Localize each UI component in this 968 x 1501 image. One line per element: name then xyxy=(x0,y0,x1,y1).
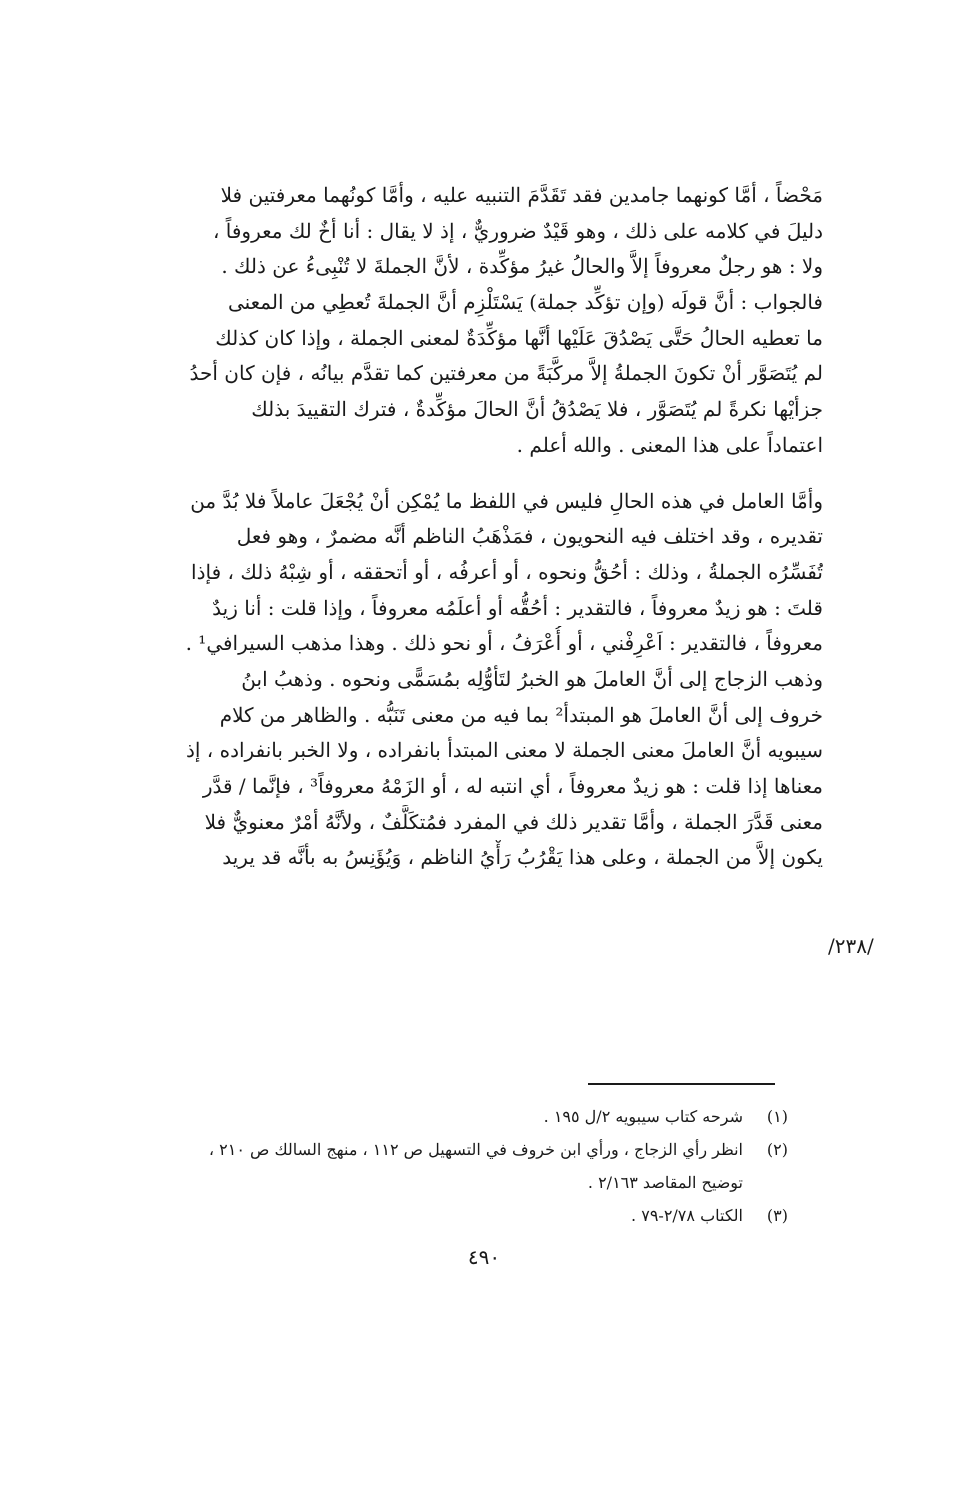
paragraph-3 xyxy=(118,484,823,877)
text-line: معنى قَدَّرَ الجملة ، وأمَّا تقدير ذلك في المفرد فمُتكَلَّفٌ ، ولأنَّهُ أمْرٌ معنويٌّ فلا xyxy=(204,809,823,834)
footnote-line: شرحه كتاب سيبويه ٢/ل ١٩٥ . xyxy=(543,1107,743,1126)
footnote-number: (٢) xyxy=(766,1140,788,1159)
text-line: لم يُتَصَوَّر أنْ تكونَ الجملةُ إلاَّ مركَّبَةً من معرفتين كما تقدَّم بيانُه ، فإن كان أحدُ xyxy=(189,361,823,386)
text-line: تُفَسِّرُه الجملةُ ، وذلك : أحُقُّ ونحوه ، أو أعرفُه ، أو أتحققه ، أو شِبْهُ ذلك ، فإذا xyxy=(191,559,823,584)
paragraph-gap xyxy=(118,464,823,484)
footnote-item xyxy=(150,1100,788,1133)
text-line: سيبويه أنَّ العاملَ معنى الجملة لا معنى المبتدأ بانفراده ، ولا الخبر بانفراده ، إذ xyxy=(185,738,823,763)
text-line: ولا : هو رجلٌ معروفاً إلاَّ والحالُ غيرُ مؤكِّدة ، لأنَّ الجملةَ لا تُنْبِىءُ عن ذلك . xyxy=(221,254,823,279)
footnote-number: (٣) xyxy=(766,1206,788,1225)
footnote-text xyxy=(150,1100,743,1133)
text-line: وأمَّا العامل في هذه الحالِ فليس في اللفظ ما يُمْكِن أنْ يُجْعَلَ عاملاً فلا بُدَّ من xyxy=(190,488,823,513)
footnotes xyxy=(150,1100,788,1232)
footnote-item xyxy=(150,1133,788,1199)
text-line: وذهب الزجاج إلى أنَّ العاملَ هو الخبرُ لتَأوُّلِه بمُسَمًّى ونحوه . وذهبُ ابنُ xyxy=(241,666,823,691)
text-line: جزأيْها نكرةً لم يُتَصَوَّر ، فلا يَصْدُقُ أنَّ الحالَ مؤكِّدةٌ ، فترك التقييدَ بذلك xyxy=(251,397,823,422)
main-text xyxy=(118,178,823,876)
footnote-separator xyxy=(588,1083,775,1085)
text-line: مَحْضاً ، أمَّا كونهما جامدين فقد تَقَدَّمَ التنبيه عليه ، وأمَّا كونُهما معرفتين فلا xyxy=(220,183,823,207)
footnote-line: الكتاب ٢/٧٨-٧٩ . xyxy=(631,1206,743,1225)
text-line: قلتَ : هو زيدٌ معروفاً ، فالتقدير : أحُقُّه أو أعلَمُه معروفاً ، وإذا قلت : أنا زيدٌ xyxy=(212,595,823,620)
footnote-text xyxy=(150,1133,743,1199)
footnote-line: توضيح المقاصد ٢/١٦٣ . xyxy=(587,1173,743,1192)
page-number: ٤٩٠ xyxy=(467,1245,501,1269)
text-line: ما تعطيه الحالُ حَتَّى يَصْدُقَ عَلَيْها أنَّها مؤكِّدَةٌ لمعنى الجملة ، وإذا كان كذلك xyxy=(215,325,823,350)
text-line: معروفاً ، فالتقدير : اَعْرِفْني ، أو أُعْرَفُ ، أو نحو ذلك . وهذا مذهب السيرافي¹ . xyxy=(185,631,823,656)
text-line: فالجواب : أنَّ قولَه (وإن تؤكِّد جملة) يَسْتَلْزِم أنَّ الجملةَ تُعطِي من المعنى xyxy=(227,290,823,315)
paragraph-2 xyxy=(118,285,823,463)
text-line: دليلَ في كلامه على ذلك ، وهو قَيْدٌ ضروريٌّ ، إذ لا يقال : أنا أخٌ لك معروفاً ، xyxy=(212,218,823,243)
text-line: يكون إلاَّ من الجملة ، وعلى هذا يَقْرُبُ رَأْيُ الناظم ، وَيُؤَنِسُ به بأنَّه قد يريد xyxy=(222,845,823,870)
text-line: معناها إذا قلت : هو زيدٌ معروفاً ، أي انتبه له ، أو الزَمْهُ معروفاً³ ، فإنَّما / قدَّر xyxy=(202,774,823,798)
footnote-item xyxy=(150,1199,788,1232)
footnote-line: انظر رأي الزجاج ، ورأي ابن خروف في التسهيل ص ١١٢ ، منهج السالك ص ٢١٠ ، xyxy=(208,1140,743,1159)
paragraph-1 xyxy=(118,178,823,285)
margin-folio-reference: /٢٣٨/ xyxy=(828,934,874,958)
text-line: تقديره ، وقد اختلف فيه النحويون ، فمَذْهَبُ الناظم أنَّه مضمرٌ ، وهو فعل xyxy=(236,524,823,549)
text-line: اعتماداً على هذا المعنى . والله أعلم . xyxy=(516,432,823,457)
text-line: خروف إلى أنَّ العاملَ هو المبتدأ² بما فيه من معنى تَنَبُّه . والظاهر من كلام xyxy=(219,702,823,727)
footnote-text xyxy=(150,1199,743,1232)
footnote-number: (١) xyxy=(766,1107,788,1126)
